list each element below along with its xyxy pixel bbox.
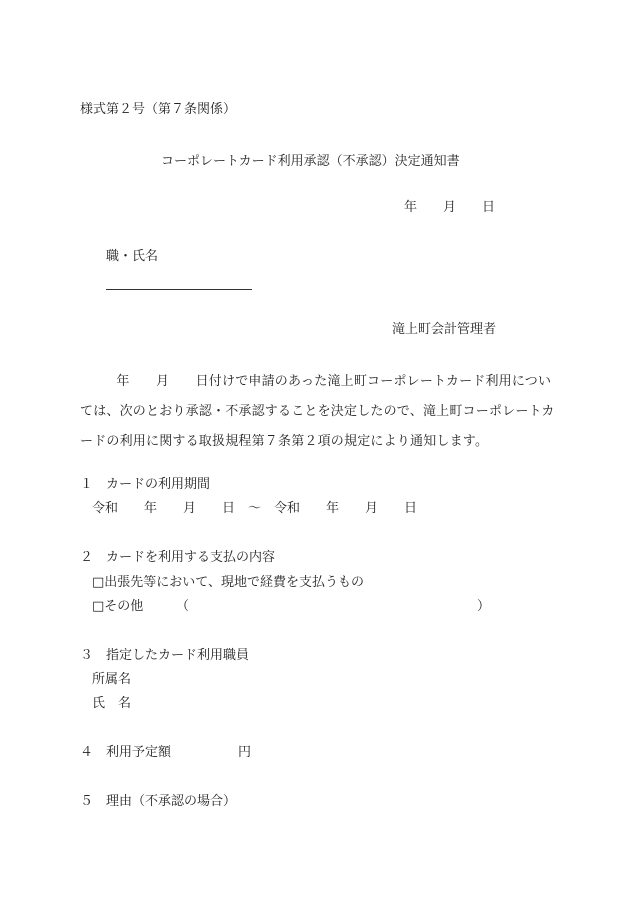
issuer-name: 滝上町会計管理者 bbox=[392, 322, 497, 337]
section-5-heading: ５ 理由（不承認の場合） bbox=[80, 794, 237, 809]
notice-body-paragraph: 年 月 日付けで申請のあった滝上町コーポレートカード利用については、次のとおり承認・不承認することを決定したので、滝上町コーポレートカードの利用に関する取扱規程第７条第２項の規定により通知します。 bbox=[80, 374, 555, 449]
recipient-name-blank-line bbox=[106, 289, 252, 290]
recipient-label: 職・氏名 bbox=[106, 249, 159, 264]
issue-date-line: 年 月 日 bbox=[404, 200, 496, 215]
section-2-heading: ２ カードを利用する支払の内容 bbox=[80, 550, 276, 565]
section-1-heading: １ カードの利用期間 bbox=[80, 477, 211, 492]
amount-unit-yen: 円 bbox=[238, 745, 252, 760]
section-4-heading: ４ 利用予定額 bbox=[80, 745, 172, 760]
form-number-label: 様式第２号（第７条関係） bbox=[80, 102, 237, 117]
other-close-paren: ） bbox=[477, 599, 491, 614]
payment-option-business-trip: □出張先等において、現地で経費を支払うもの bbox=[92, 575, 365, 590]
payment-option-other: □その他 bbox=[92, 599, 144, 614]
staff-name-label: 氏 名 bbox=[92, 696, 132, 711]
other-open-paren: （ bbox=[176, 599, 190, 614]
department-label: 所属名 bbox=[92, 672, 132, 687]
document-title: コーポレートカード利用承認（不承認）決定通知書 bbox=[161, 154, 460, 169]
section-3-heading: ３ 指定したカード利用職員 bbox=[80, 648, 250, 663]
usage-period-line: 令和 年 月 日 ～ 令和 年 月 日 bbox=[92, 501, 418, 516]
